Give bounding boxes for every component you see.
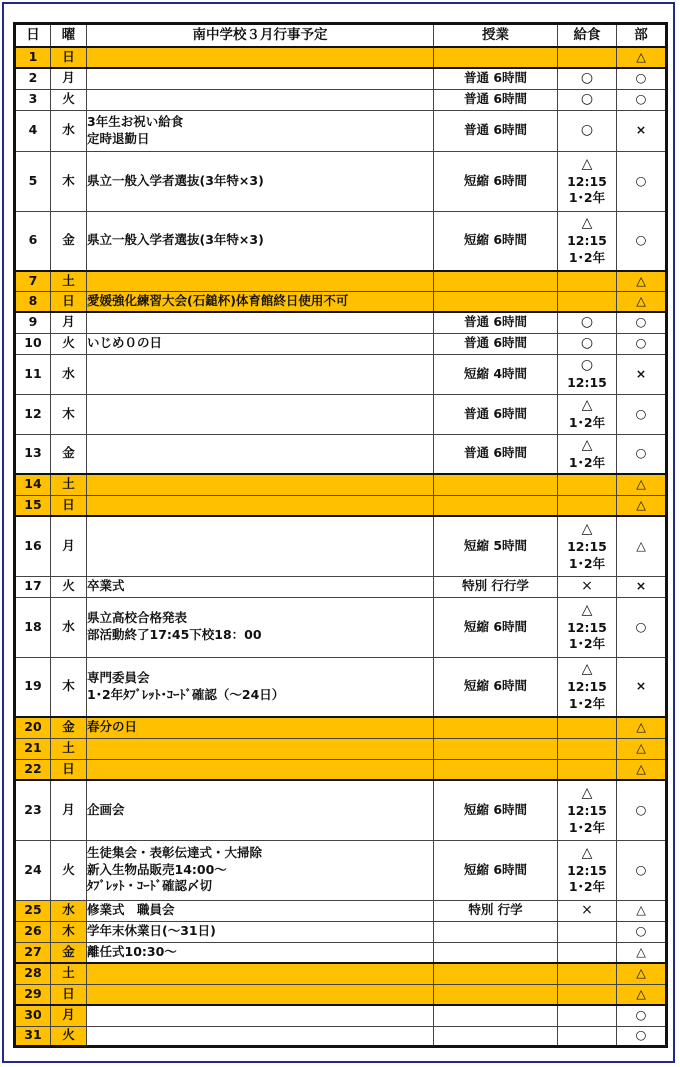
lesson-cell [434,474,558,495]
lunch-note: 12:15 [567,619,607,635]
table-row [15,354,667,394]
table-row [15,576,667,597]
weekday-cell: 木 [51,657,87,717]
lunch-cell [558,921,617,942]
table-row [15,291,667,312]
lunch-cell [558,717,617,738]
weekday-cell: 木 [51,394,87,434]
header-row [15,24,667,48]
lunch-cell [558,495,617,516]
club-mark-icon: ○ [617,840,667,900]
day-cell: 14 [15,474,51,495]
lunch-mark-icon: △ [581,784,593,801]
lunch-cell [558,312,617,333]
lunch-cell [558,394,617,434]
club-mark-icon: ○ [617,780,667,840]
event-description [87,291,434,312]
event-line: ﾀﾌﾞﾚｯﾄ・ｺｰﾄﾞ確認〆切 [87,878,213,894]
table-row [15,942,667,963]
lunch-cell [558,1005,617,1026]
day-cell: 28 [15,963,51,984]
weekday-cell: 日 [51,984,87,1005]
lesson-cell: 普通 6時間 [434,312,558,333]
event-description [87,597,434,657]
table-row [15,110,667,151]
day-cell: 24 [15,840,51,900]
lesson-cell [434,1026,558,1046]
club-mark-icon: ○ [617,312,667,333]
club-mark-icon: △ [617,984,667,1005]
event-description [87,984,434,1005]
club-mark-icon: △ [617,963,667,984]
day-cell: 13 [15,434,51,474]
weekday-cell: 水 [51,597,87,657]
lesson-cell [434,717,558,738]
weekday-cell: 土 [51,271,87,291]
day-cell: 17 [15,576,51,597]
event-description [87,1026,434,1046]
day-cell: 21 [15,738,51,759]
table-row [15,474,667,495]
event-description [87,474,434,495]
lunch-cell [558,211,617,271]
header-lesson: 授業 [434,24,558,48]
club-mark-icon: △ [617,759,667,780]
lunch-note: 1･2年 [568,415,606,430]
header-title: 南中学校３月行事予定 [87,24,434,48]
event-line: 3年生お祝い給食 [87,113,184,129]
lunch-note: 12:15 [567,233,607,249]
event-description [87,47,434,68]
event-description [87,963,434,984]
day-cell: 27 [15,942,51,963]
lunch-cell [558,900,617,921]
lunch-cell [558,110,617,151]
table-row [15,900,667,921]
lesson-cell: 普通 6時間 [434,434,558,474]
header-weekday: 曜 [51,24,87,48]
event-description [87,717,434,738]
event-description [87,657,434,717]
club-mark-icon: × [617,576,667,597]
lunch-note: 1･2年 [568,879,606,895]
day-cell: 11 [15,354,51,394]
weekday-cell: 金 [51,211,87,271]
lunch-cell [558,47,617,68]
day-cell: 7 [15,271,51,291]
lunch-mark-icon: △ [581,661,593,678]
lunch-note: 12:15 [567,802,607,818]
weekday-cell: 日 [51,47,87,68]
day-cell: 31 [15,1026,51,1046]
club-mark-icon: ○ [617,1026,667,1046]
lunch-note: 1･2年 [568,636,606,652]
lunch-mark-icon: ○ [580,91,594,108]
event-description [87,354,434,394]
table-row [15,759,667,780]
event-line: 生徒集会・表彰伝達式・大掃除 [87,844,263,860]
table-row [15,312,667,333]
weekday-cell: 水 [51,900,87,921]
table-row [15,495,667,516]
lunch-note: 12:15 [567,679,607,695]
table-row [15,921,667,942]
lesson-cell: 短縮 6時間 [434,840,558,900]
event-line: 新入生物品販売14:00～ [87,861,227,877]
lunch-cell [558,474,617,495]
event-description [87,576,434,597]
lesson-cell: 短縮 6時間 [434,151,558,211]
lesson-cell [434,1005,558,1026]
event-line: 企画会 [87,801,125,817]
lunch-cell [558,963,617,984]
lunch-cell [558,516,617,576]
table-row [15,984,667,1005]
table-row [15,271,667,291]
event-description [87,921,434,942]
lunch-mark-icon: △ [581,155,593,172]
table-row [15,394,667,434]
table-row [15,738,667,759]
day-cell: 23 [15,780,51,840]
club-mark-icon: × [617,110,667,151]
table-row [15,89,667,110]
club-mark-icon: ○ [617,89,667,110]
lunch-cell [558,333,617,354]
day-cell: 20 [15,717,51,738]
club-mark-icon: △ [617,47,667,68]
club-mark-icon: △ [617,717,667,738]
club-mark-icon: ○ [617,921,667,942]
lunch-note: 1･2年 [568,454,606,470]
event-line: 1･2年ﾀﾌﾞﾚｯﾄ･ｺｰﾄﾞ確認（～24日） [87,686,285,702]
lunch-note: 12:15 [567,173,607,189]
lesson-cell: 普通 6時間 [434,89,558,110]
lunch-mark-icon: △ [581,215,593,232]
day-cell: 5 [15,151,51,211]
lunch-note: 1･2年 [568,819,606,835]
club-mark-icon: △ [617,474,667,495]
day-cell: 4 [15,110,51,151]
header-day: 日 [15,24,51,48]
lunch-cell [558,738,617,759]
day-cell: 16 [15,516,51,576]
event-description [87,516,434,576]
lesson-cell: 短縮 6時間 [434,211,558,271]
lunch-cell [558,576,617,597]
event-description [87,434,434,474]
event-description [87,89,434,110]
table-row [15,211,667,271]
event-description [87,900,434,921]
weekday-cell: 金 [51,717,87,738]
lunch-note: 12:15 [567,862,607,878]
event-description [87,1005,434,1026]
lunch-cell [558,597,617,657]
event-line: 定時退勤日 [87,130,150,146]
weekday-cell: 月 [51,516,87,576]
event-description [87,333,434,354]
event-description [87,68,434,89]
weekday-cell: 火 [51,840,87,900]
event-line: いじめ０の日 [87,335,163,351]
day-cell: 26 [15,921,51,942]
club-mark-icon: ○ [617,151,667,211]
weekday-cell: 月 [51,1005,87,1026]
club-mark-icon: × [617,657,667,717]
table-row [15,780,667,840]
weekday-cell: 月 [51,780,87,840]
lunch-mark-icon: × [581,902,593,919]
weekday-cell: 土 [51,738,87,759]
lesson-cell: 短縮 5時間 [434,516,558,576]
table-row [15,1005,667,1026]
lunch-cell [558,291,617,312]
weekday-cell: 日 [51,759,87,780]
table-row [15,717,667,738]
lunch-note: 1･2年 [568,696,606,712]
table-row [15,840,667,900]
lesson-cell [434,921,558,942]
day-cell: 22 [15,759,51,780]
lunch-cell [558,780,617,840]
event-line: 学年末休業日(～31日) [87,923,216,939]
day-cell: 19 [15,657,51,717]
lunch-mark-icon: × [581,578,593,595]
table-row [15,963,667,984]
event-line: 修業式 職員会 [87,902,175,918]
club-mark-icon: ○ [617,211,667,271]
lunch-mark-icon: △ [581,844,593,861]
lunch-note: 1･2年 [568,190,606,206]
day-cell: 8 [15,291,51,312]
weekday-cell: 土 [51,474,87,495]
lunch-cell [558,1026,617,1046]
day-cell: 2 [15,68,51,89]
club-mark-icon: △ [617,291,667,312]
weekday-cell: 日 [51,291,87,312]
schedule-body [15,47,667,1046]
event-description [87,759,434,780]
lunch-mark-icon: ○ [580,335,594,352]
event-description [87,271,434,291]
weekday-cell: 月 [51,312,87,333]
lunch-cell [558,354,617,394]
lunch-note: 1･2年 [568,555,606,571]
day-cell: 29 [15,984,51,1005]
club-mark-icon: ○ [617,597,667,657]
lunch-cell [558,984,617,1005]
lunch-mark-icon: △ [581,397,593,414]
lunch-cell [558,151,617,211]
club-mark-icon: △ [617,942,667,963]
weekday-cell: 火 [51,89,87,110]
event-description [87,942,434,963]
lunch-mark-icon: ○ [580,70,594,87]
lunch-note: 12:15 [567,538,607,554]
lesson-cell: 普通 6時間 [434,68,558,89]
lunch-cell [558,434,617,474]
lesson-cell: 普通 6時間 [434,394,558,434]
lunch-cell [558,840,617,900]
table-row [15,657,667,717]
day-cell: 30 [15,1005,51,1026]
day-cell: 3 [15,89,51,110]
table-row [15,516,667,576]
lesson-cell [434,942,558,963]
club-mark-icon: × [617,354,667,394]
lesson-cell [434,759,558,780]
header-lunch: 給食 [558,24,617,48]
weekday-cell: 木 [51,151,87,211]
weekday-cell: 金 [51,434,87,474]
lesson-cell: 普通 6時間 [434,333,558,354]
day-cell: 12 [15,394,51,434]
lesson-cell [434,291,558,312]
weekday-cell: 火 [51,333,87,354]
weekday-cell: 水 [51,110,87,151]
club-mark-icon: △ [617,271,667,291]
event-description [87,312,434,333]
day-cell: 18 [15,597,51,657]
lesson-cell [434,495,558,516]
event-description [87,151,434,211]
lunch-note: 1･2年 [568,250,606,266]
weekday-cell: 火 [51,1026,87,1046]
event-line: 離任式10:30～ [87,943,177,959]
event-description [87,780,434,840]
day-cell: 9 [15,312,51,333]
lunch-mark-icon: ○ [580,314,594,331]
event-line: 卒業式 [87,578,125,594]
weekday-cell: 月 [51,68,87,89]
table-row [15,1026,667,1046]
day-cell: 6 [15,211,51,271]
weekday-cell: 木 [51,921,87,942]
lesson-cell [434,47,558,68]
lesson-cell: 短縮 4時間 [434,354,558,394]
club-mark-icon: ○ [617,333,667,354]
lunch-cell [558,89,617,110]
club-mark-icon: △ [617,900,667,921]
club-mark-icon: ○ [617,1005,667,1026]
weekday-cell: 日 [51,495,87,516]
day-cell: 25 [15,900,51,921]
lesson-cell: 特別 行学 [434,900,558,921]
lesson-cell [434,984,558,1005]
club-mark-icon: ○ [617,394,667,434]
club-mark-icon: △ [617,738,667,759]
table-row [15,47,667,68]
lesson-cell: 短縮 6時間 [434,780,558,840]
lunch-cell [558,68,617,89]
lunch-mark-icon: ○ [580,357,594,374]
lunch-cell [558,271,617,291]
event-description [87,840,434,900]
event-line: 愛媛強化練習大会(石鎚杯)体育館終日使用不可 [87,292,349,308]
lunch-cell [558,657,617,717]
lesson-cell: 特別 行行学 [434,576,558,597]
lunch-mark-icon: △ [581,436,593,453]
lunch-mark-icon: △ [581,601,593,618]
club-mark-icon: ○ [617,68,667,89]
weekday-cell: 金 [51,942,87,963]
event-description [87,211,434,271]
event-line: 部活動終了17:45下校18：00 [87,627,262,642]
event-line: 県立高校合格発表 [87,610,188,626]
day-cell: 1 [15,47,51,68]
lesson-cell [434,963,558,984]
event-description [87,738,434,759]
lesson-cell [434,738,558,759]
header-club: 部 [617,24,667,48]
event-line: 専門委員会 [87,669,150,685]
day-cell: 15 [15,495,51,516]
table-row [15,333,667,354]
lesson-cell [434,271,558,291]
event-line: 春分の日 [87,719,138,735]
lunch-note: 12:15 [567,375,607,390]
club-mark-icon: △ [617,516,667,576]
lesson-cell: 普通 6時間 [434,110,558,151]
club-mark-icon: ○ [617,434,667,474]
weekday-cell: 水 [51,354,87,394]
event-line: 県立一般入学者選抜(3年特×3) [87,172,264,188]
club-mark-icon: △ [617,495,667,516]
schedule-table [13,22,668,1048]
table-row [15,434,667,474]
table-row [15,68,667,89]
table-row [15,597,667,657]
weekday-cell: 土 [51,963,87,984]
table-row [15,151,667,211]
lunch-mark-icon: △ [581,520,593,537]
lunch-cell [558,759,617,780]
event-description [87,110,434,151]
event-line: 県立一般入学者選抜(3年特×3) [87,232,264,248]
weekday-cell: 火 [51,576,87,597]
event-description [87,495,434,516]
lunch-cell [558,942,617,963]
lesson-cell: 短縮 6時間 [434,597,558,657]
day-cell: 10 [15,333,51,354]
lunch-mark-icon: ○ [580,122,594,139]
lesson-cell: 短縮 6時間 [434,657,558,717]
event-description [87,394,434,434]
